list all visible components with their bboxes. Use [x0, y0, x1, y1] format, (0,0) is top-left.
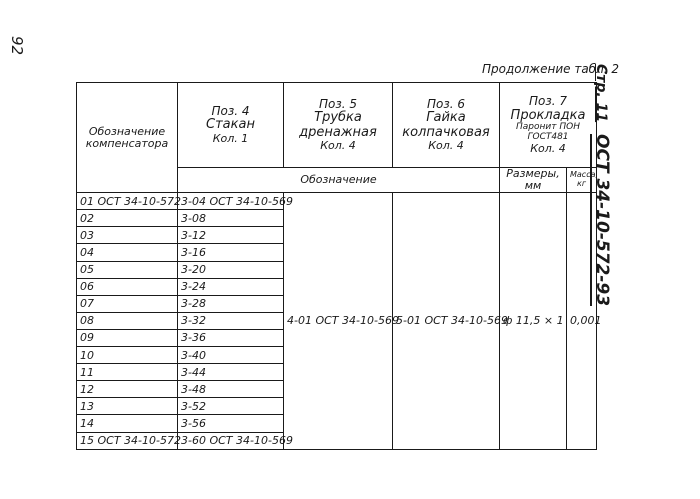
compensator-code: 06	[77, 278, 178, 295]
header-pos5-position: Поз. 5	[318, 97, 357, 112]
designation-subheader	[178, 168, 500, 193]
sizes-subheader	[500, 168, 567, 193]
header-pos7-qty: Кол. 4	[530, 141, 566, 155]
header-pos7	[500, 83, 597, 168]
compensator-code: 03	[77, 227, 178, 244]
stakan-code: 3-56	[178, 415, 284, 432]
compensator-code: 04	[77, 244, 178, 261]
compensator-code: 11	[77, 364, 178, 381]
compensator-code: 02	[77, 210, 178, 227]
header-pos4-qty: Кол. 1	[212, 131, 249, 145]
compensator-code: 08	[77, 312, 178, 329]
header-compensator	[77, 83, 178, 193]
mass-label: Масса, кг	[570, 170, 599, 189]
header-compensator-label: Обозначение компенсатора	[85, 124, 169, 150]
gasket-size: ф 11,5 × 1	[500, 193, 567, 449]
header-pos6-name: Гайка колпачковая	[402, 110, 490, 140]
stakan-code: 3-44	[178, 364, 284, 381]
compensator-code: 07	[77, 295, 178, 312]
header-pos7-name: Прокладка	[510, 107, 586, 123]
stakan-code: 3-40	[178, 347, 284, 364]
header-pos6-position: Поз. 6	[426, 97, 465, 112]
stakan-code: 3-16	[178, 244, 284, 261]
stakan-code: 3-04 ОСТ 34-10-569	[178, 193, 284, 210]
stakan-code: 3-36	[178, 329, 284, 346]
compensator-code: 13	[77, 398, 178, 415]
table-continuation-label: Продолжение табл. 2	[482, 62, 620, 76]
stakan-code: 3-60 ОСТ 34-10-569	[178, 432, 284, 449]
compensator-code: 12	[77, 381, 178, 398]
header-pos5	[284, 83, 393, 168]
tube-designation: 4-01 ОСТ 34-10-569	[284, 193, 393, 449]
stakan-code: 3-08	[178, 210, 284, 227]
header-pos4-position: Поз. 4	[211, 104, 250, 119]
header-pos7-material: Паронит ПОН ГОСТ481	[516, 121, 580, 142]
header-row	[77, 83, 597, 168]
document-code: ОСТ 34-10-572-93	[592, 134, 612, 307]
stakan-code: 3-24	[178, 278, 284, 295]
nut-designation: 5-01 ОСТ 34-10-569	[393, 193, 500, 449]
compensator-code: 09	[77, 329, 178, 346]
page-reference: Стр. 11	[593, 64, 609, 123]
header-pos4-name: Стакан	[206, 117, 255, 133]
compensator-code: 05	[77, 261, 178, 278]
stakan-code: 3-28	[178, 295, 284, 312]
compensator-code: 10	[77, 347, 178, 364]
stakan-code: 3-52	[178, 398, 284, 415]
compensator-code: 01 ОСТ 34-10-572	[77, 193, 178, 210]
header-pos7-position: Поз. 7	[529, 94, 568, 109]
compensator-code: 14	[77, 415, 178, 432]
header-pos6-qty: Кол. 4	[428, 138, 464, 152]
header-pos5-qty: Кол. 4	[320, 138, 356, 152]
mass-subheader	[567, 168, 597, 193]
header-pos6	[393, 83, 500, 168]
stakan-code: 3-20	[178, 261, 284, 278]
compensator-code: 15 ОСТ 34-10-572	[77, 432, 178, 449]
stakan-code: 3-12	[178, 227, 284, 244]
page-number: 92	[8, 36, 26, 56]
stakan-code: 3-48	[178, 381, 284, 398]
header-pos4	[178, 83, 284, 168]
header-pos5-name: Трубка дренажная	[299, 110, 377, 140]
sizes-label: Размеры, мм	[506, 167, 560, 193]
table-row	[77, 193, 597, 210]
designation-label: Обозначение	[300, 173, 377, 187]
gasket-mass: 0,001	[567, 193, 597, 449]
stakan-code: 3-32	[178, 312, 284, 329]
